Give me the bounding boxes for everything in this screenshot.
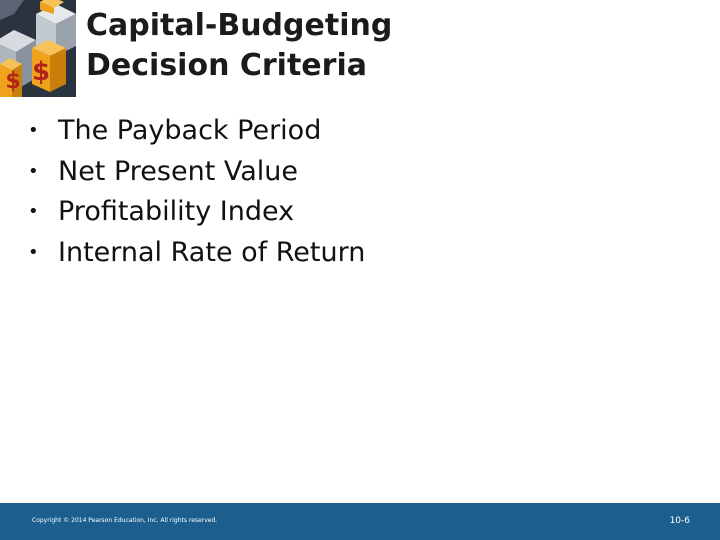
slide-title-line-2: Decision Criteria xyxy=(86,48,367,83)
bullet-marker: • xyxy=(28,201,39,222)
slide-number: 10-6 xyxy=(669,516,690,526)
bullet-text: Internal Rate of Return xyxy=(58,236,366,268)
dollar-cubes-icon xyxy=(0,0,76,97)
footer-bar xyxy=(0,503,720,540)
bullet-marker: • xyxy=(28,120,39,141)
slide-title xyxy=(86,6,392,86)
svg-text:$: $ xyxy=(5,69,21,94)
bullet-marker: • xyxy=(28,241,39,263)
copyright-notice: Copyright © 2014 Pearson Education, Inc. All rights reserved. xyxy=(32,517,218,524)
svg-text:$: $ xyxy=(31,57,51,87)
bullet-text: Net Present Value xyxy=(58,155,299,187)
slide-title-line-1: Capital-Budgeting xyxy=(86,8,393,43)
bullet-text: The Payback Period xyxy=(58,115,322,146)
bullet-marker: • xyxy=(28,160,39,182)
bullet-text: Profitability Index xyxy=(58,196,295,227)
